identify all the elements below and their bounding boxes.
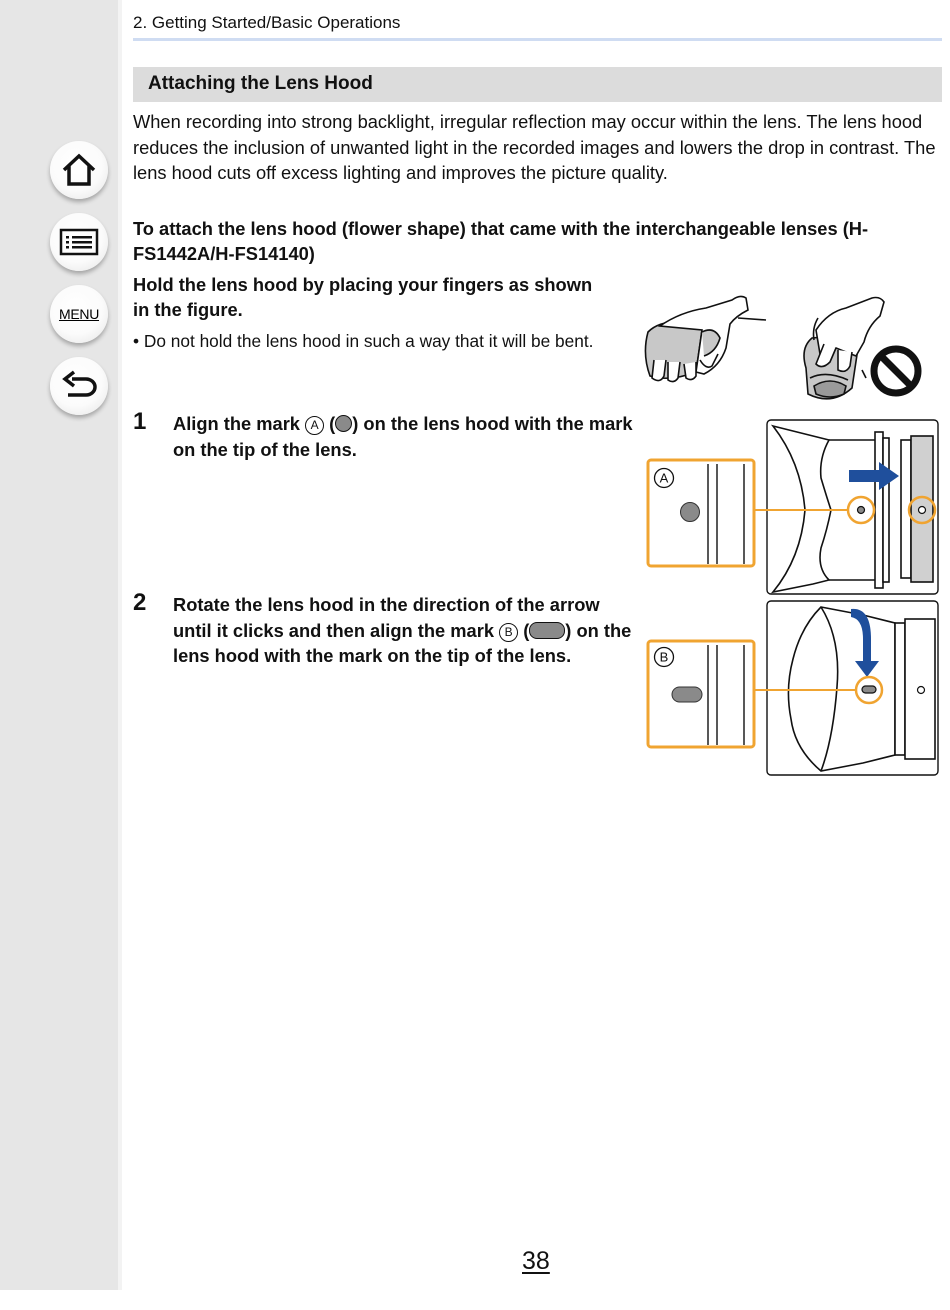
round-mark-zoom — [681, 503, 700, 522]
breadcrumb: 2. Getting Started/Basic Operations — [133, 13, 401, 32]
step-1-text: Align the mark A ( ) on the lens hood with the mark on the tip of the lens. — [173, 413, 633, 460]
lens-tip — [901, 436, 933, 582]
figure-label-b: B — [659, 649, 669, 665]
prohibited-icon — [874, 349, 918, 393]
hand-hold-illustration — [640, 290, 940, 410]
lens-body — [895, 619, 935, 759]
home-icon — [59, 151, 99, 189]
step-2-text-before: Rotate the lens hood in the direction of the arrow until it clicks and then align the mark — [173, 594, 600, 641]
menu-icon: MENU — [58, 306, 100, 322]
contents-list-icon — [59, 227, 99, 257]
figure-label-a: A — [659, 470, 669, 486]
round-mark-icon — [335, 415, 352, 432]
menu-button[interactable] — [50, 285, 108, 343]
step-1-figure — [645, 418, 943, 598]
step-2-figure — [645, 599, 943, 779]
sidebar — [0, 0, 122, 1290]
mark-b-symbol: B — [499, 623, 518, 642]
step-1-number: 1 — [133, 408, 147, 435]
step-2-text: Rotate the lens hood in the direction of the arrow until it clicks and then align the mark B ( ) on the lens hood with the mark on the tip of the lens. — [173, 594, 632, 666]
step-2-text-after: on the lens hood with the mark on the tip of the lens. — [173, 619, 632, 666]
step-2-number: 2 — [133, 589, 147, 616]
oval-mark-icon — [529, 622, 565, 639]
intro-paragraph: When recording into strong backlight, irregular reflection may occur within the lens. The lens hood reduces the inclusion of unwanted light in the recorded images and lowers the drop in contrast. The lens hood cuts off excess lighting and improves the picture quality. — [133, 111, 936, 183]
oval-mark-zoom — [672, 687, 702, 702]
back-icon — [60, 370, 98, 402]
subheading: To attach the lens hood (flower shape) that came with the interchangeable lenses (H-FS1442A/H-FS14140) — [133, 218, 869, 264]
section-heading-bar — [133, 67, 942, 102]
correct-hold-icon — [645, 296, 766, 381]
mark-a-symbol: A — [305, 416, 324, 435]
step-1-text-before: Align the mark — [173, 413, 300, 434]
home-button[interactable] — [50, 141, 108, 199]
hold-instruction: Hold the lens hood by placing your fingers as shown in the figure. — [133, 274, 593, 320]
step-1-text-after: on the lens hood with the mark on the tip of the lens. — [173, 413, 633, 460]
contents-button[interactable] — [50, 213, 108, 271]
incorrect-hold-icon — [804, 298, 884, 399]
hold-note: • Do not hold the lens hood in such a way that it will be bent. — [133, 331, 594, 351]
back-button[interactable] — [50, 357, 108, 415]
section-title: Attaching the Lens Hood — [148, 73, 373, 94]
header-rule — [133, 38, 942, 41]
page-number: 38 — [522, 1247, 550, 1275]
